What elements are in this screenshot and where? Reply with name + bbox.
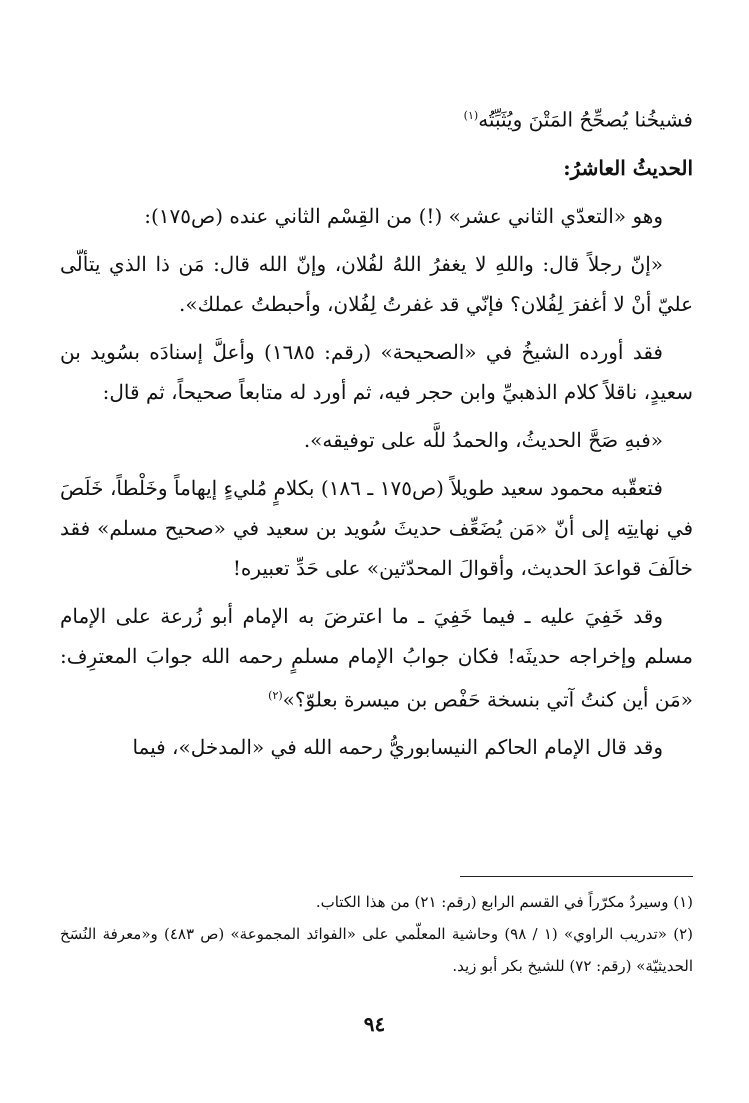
footnote-ref-2: (٢): [268, 688, 283, 702]
paragraph-7-text: وقد خَفِيَ عليه ـ فيما خَفِيَ ـ ما اعترضَ به الإمام أبو زُرعة على الإمام مسلم وإخراجه حديثَه! فكان جوابُ الإمام مسلمٍ رحمه الله جوابَ المعترِف: «مَن أين كنتُ آتي بنسخة حَفْص بن ميسرة بعلوّ؟»: [60, 603, 693, 712]
paragraph-5: «فبهِ صَحَّ الحديثُ، والحمدُ للَّه على توفيقه».: [303, 427, 663, 452]
footnote-2: (٢) «تدريب الراوي» (١ / ٩٨) وحاشية المعلّمي على «الفوائد المجموعة» (ص ٤٨٣) و«معرفة النُسَخ الحديثيّة» (رقم: ٧٢) للشيخ بكر أبو زيد.: [60, 925, 693, 975]
paragraph-1-text: فشيخُنا يُصحِّحُ المَتْنَ ويُثَبِّتُه: [478, 107, 693, 132]
section-heading: الحديثُ العاشرُ:: [563, 155, 693, 180]
paragraph-6: فتعقّبه محمود سعيد طويلاً (ص١٧٥ ـ ١٨٦) بكلامٍ مُليءٍ إيهاماً وخَلْطاً، خَلَصَ في نهايتِه إلى أنّ «مَن يُضَعِّف حديثَ سُويد بن سعيد في «صحيح مسلم» فقد خالَفَ قواعدَ الحديث، وأقوالَ المحدّثين» على حَدِّ تعبيره!: [60, 475, 693, 580]
footnote-divider: [460, 876, 693, 877]
paragraph-8: وقد قال الإمام الحاكم النيسابوريُّ رحمه الله في «المدخل»، فيما: [132, 735, 663, 760]
page-number: ٩٤: [363, 1012, 386, 1036]
paragraph-3: «إنّ رجلاً قال: واللهِ لا يغفرُ اللهُ لفُلان، وإنّ الله قال: مَن ذا الذي يتألّى عليّ أنْ لا أغفرَ لِفُلان؟ فإنّي قد غفرتُ لِفُلان، وأحبطتُ عملك».: [60, 251, 693, 316]
footnotes: [60, 886, 693, 982]
paragraph-7: [60, 596, 693, 720]
paragraph-4: فقد أورده الشيخُ في «الصحيحة» (رقم: ١٦٨٥) وأعلَّ إسنادَه بسُويد بن سعيدٍ، ناقلاً كلام الذهبيِّ وابن حجر فيه، ثم أورد له متابعاً صحيحاً، ثم قال:: [60, 339, 693, 404]
footnote-1: (١) وسيردُ مكرّراً في القسم الرابع (رقم: ٢١) من هذا الكتاب.: [315, 893, 693, 911]
paragraph-2: وهو «التعدّي الثاني عشر» (!) من القِسْم الثاني عنده (ص١٧٥):: [144, 203, 663, 228]
footnote-ref-1: (١): [463, 109, 479, 122]
main-text: [60, 96, 693, 775]
paragraph-1: [60, 96, 693, 140]
